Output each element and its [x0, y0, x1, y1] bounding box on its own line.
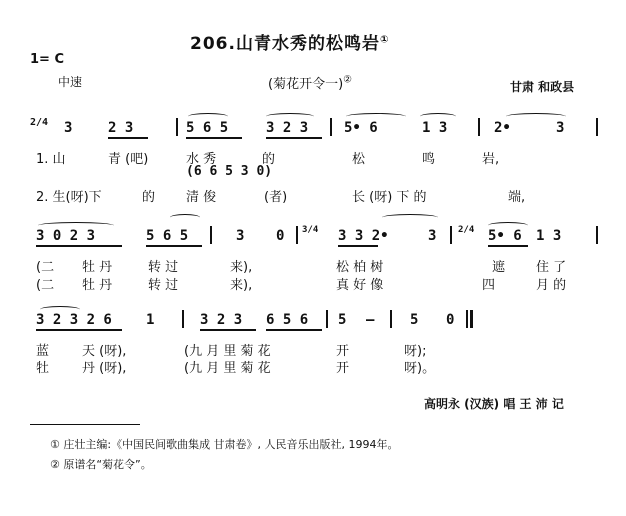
beam [186, 137, 242, 139]
note-group: 6 5 6 [266, 312, 309, 328]
bar-line [176, 118, 178, 136]
lyric-verse1: 松 柏 树 [336, 260, 384, 275]
beam [488, 245, 528, 247]
note-group: 3 0 2 3 [36, 228, 96, 244]
lyric-verse2: 丹 (呀), [82, 361, 127, 376]
beam [108, 137, 148, 139]
bar-line [390, 310, 392, 328]
beam [266, 137, 322, 139]
beam [266, 329, 322, 331]
lyric-verse2: 清 俊 [186, 190, 217, 205]
note-group: 5 [338, 312, 347, 328]
lyric-verse1: 牡 丹 [82, 260, 113, 275]
lyric-verse2: 长 (呀) 下 的 [352, 190, 427, 205]
slur [506, 113, 566, 120]
beam [338, 245, 378, 247]
lyric-verse2: 2. 生(呀)下 [36, 190, 102, 205]
note-group: 0 [446, 312, 455, 328]
note-group: 5 [410, 312, 419, 328]
title-footnote-mark: ① [379, 34, 390, 46]
lyric-verse1: 松 [352, 152, 366, 167]
note-group: 3 2 3 2 6 [36, 312, 112, 328]
lyric-verse1: 住 了 [536, 260, 567, 275]
lyric-verse2: 牡 [36, 361, 50, 376]
bar-line [182, 310, 184, 328]
note-group: 3 3 2• [338, 228, 389, 244]
note-group: 1 3 [536, 228, 562, 244]
note-group: 5 6 5 [186, 120, 229, 136]
slur [382, 214, 438, 221]
note-group: 1 3 [422, 120, 448, 136]
note-group: 3 [428, 228, 437, 244]
beam [200, 329, 256, 331]
lyric-verse1: 岩, [482, 152, 500, 167]
lyric-verse1: 转 过 [148, 260, 179, 275]
bar-line [466, 310, 468, 328]
lyric-verse2: 呀)。 [404, 361, 436, 376]
bar-line [326, 310, 328, 328]
slur [38, 222, 114, 229]
lyric-verse2: (九 月 里 菊 花 [184, 361, 271, 376]
performer-credit: 高明永 (汉族) 唱 王 沛 记 [424, 397, 564, 411]
note-group: 3 [556, 120, 565, 136]
bar-line [450, 226, 452, 244]
song-title-text: 206.山青水秀的松鸣岩 [190, 34, 380, 54]
lyric-verse1: 来), [230, 260, 253, 275]
slur [346, 113, 406, 120]
note-group: 5• 6 [344, 120, 378, 136]
lyric-verse2: (二 [36, 278, 55, 293]
lyric-verse1: 鸣 [422, 152, 436, 167]
lyric-verse2: (者) [264, 190, 288, 205]
bar-line [330, 118, 332, 136]
slur [420, 113, 456, 120]
subtitle-footnote-mark: ② [343, 74, 353, 86]
lyric-verse2: 真 好 像 [336, 278, 384, 293]
final-bar-line [470, 310, 473, 328]
slur [266, 113, 314, 120]
lyric-verse1: 水 秀 [186, 152, 217, 167]
lyric-verse1: (九 月 里 菊 花 [184, 344, 271, 359]
beam [146, 245, 202, 247]
lyric-verse1: 蓝 [36, 344, 50, 359]
note-group: 5 6 5 [146, 228, 189, 244]
beam [36, 245, 122, 247]
slur [170, 214, 200, 221]
bar-line [596, 226, 598, 244]
lyric-verse1: 呀); [404, 344, 427, 359]
note-group: 2• [494, 120, 511, 136]
lyric-verse2: 来), [230, 278, 253, 293]
lyric-verse1: 天 (呀), [82, 344, 127, 359]
lyric-verse1: 青 (吧) [108, 152, 149, 167]
bar-line [210, 226, 212, 244]
lyric-verse1: 遮 [492, 260, 506, 275]
note-group: 0 [276, 228, 285, 244]
note-group: 5• 6 [488, 228, 522, 244]
note-group: 3 [64, 120, 73, 136]
bar-line [296, 226, 298, 244]
slur [488, 222, 528, 229]
region-label: 甘肃 和政县 [510, 80, 575, 94]
time-signature: 2/4 [458, 225, 475, 235]
beam [36, 329, 122, 331]
lyric-verse2: 月 的 [536, 278, 567, 293]
note-group: 3 2 3 [200, 312, 243, 328]
inner-notes: (6 6 5 3 0) [186, 164, 273, 179]
tune-subtitle [268, 73, 352, 92]
lyric-verse1: 的 [262, 152, 276, 167]
lyric-verse2: 端, [508, 190, 526, 205]
lyric-verse1: 开 [336, 344, 350, 359]
tune-subtitle-text: (菊花开令一) [268, 77, 344, 92]
time-signature: 3/4 [302, 225, 319, 235]
time-signature: 2/4 [30, 117, 49, 128]
note-group: — [366, 312, 375, 328]
footnote-2: ② 原谱名“菊花令”。 [50, 458, 152, 471]
note-group: 3 2 3 [266, 120, 309, 136]
bar-line [596, 118, 598, 136]
footnote-1: ① 庄壮主编:《中国民间歌曲集成 甘肃卷》, 人民音乐出版社, 1994年。 [50, 438, 399, 451]
footnote-divider [30, 424, 140, 425]
lyric-verse2: 四 [482, 278, 496, 293]
lyric-verse2: 转 过 [148, 278, 179, 293]
tempo-marking: 中速 [58, 75, 83, 89]
slur [40, 306, 80, 313]
song-title [190, 29, 389, 54]
slur [188, 113, 228, 120]
lyric-verse1: 1. 山 [36, 152, 66, 167]
bar-line [478, 118, 480, 136]
lyric-verse2: 开 [336, 361, 350, 376]
note-group: 1 [146, 312, 155, 328]
note-group: 3 [236, 228, 245, 244]
lyric-verse2: 的 [142, 190, 156, 205]
lyric-verse1: (二 [36, 260, 55, 275]
key-signature: 1= C [30, 52, 65, 67]
note-group: 2 3 [108, 120, 134, 136]
lyric-verse2: 牡 丹 [82, 278, 113, 293]
